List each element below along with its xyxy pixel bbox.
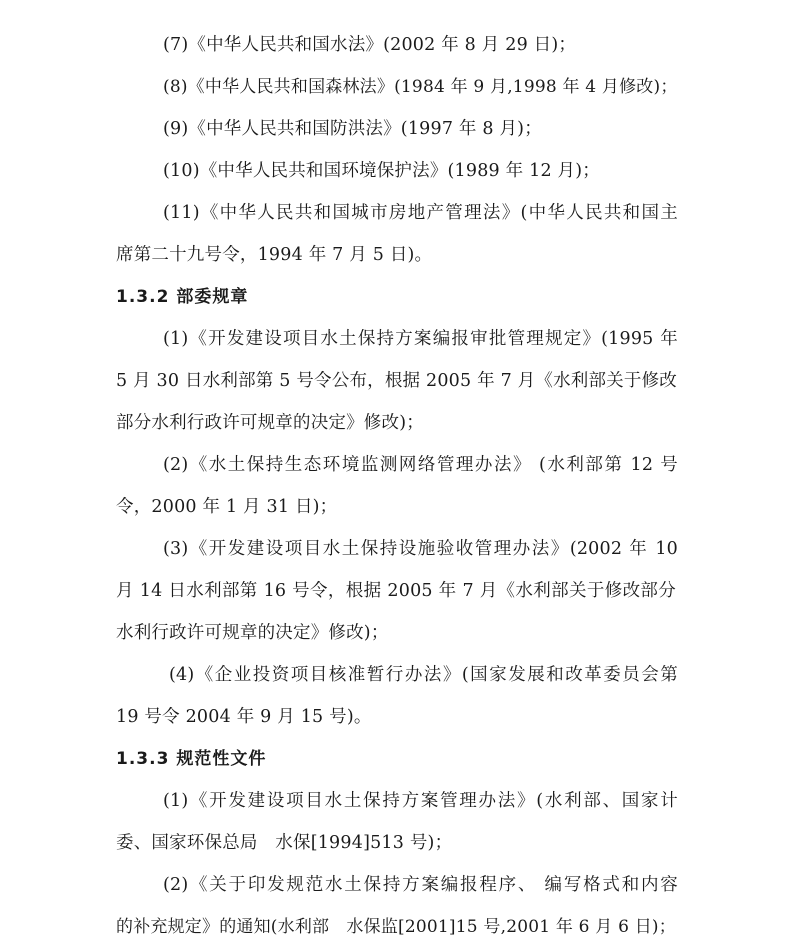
regulation-item-3-line3: 水利行政许可规章的决定》修改)； bbox=[116, 623, 389, 643]
regulation-item-4-line2: 19 号令 2004 年 9 月 15 号)。 bbox=[116, 707, 372, 727]
regulation-item-1-line1: (1)《开发建设项目水土保持方案编报审批管理规定》(1995 年 bbox=[163, 329, 678, 349]
law-item-11-line1: (11)《中华人民共和国城市房地产管理法》(中华人民共和国主 bbox=[163, 203, 678, 223]
law-item-9: (9)《中华人民共和国防洪法》(1997 年 8 月)； bbox=[163, 119, 542, 139]
normative-item-2-line2: 的补充规定》的通知(水利部 水保监[2001]15 号,2001 年 6 月 6 日)； bbox=[116, 917, 676, 937]
normative-item-1-line2: 委、国家环保总局 水保[1994]513 号)； bbox=[116, 833, 453, 853]
regulation-item-3-line1: (3)《开发建设项目水土保持设施验收管理办法》(2002 年 10 bbox=[163, 539, 678, 559]
normative-item-1-line1: (1)《开发建设项目水土保持方案管理办法》(水利部、国家计 bbox=[163, 791, 678, 811]
law-item-7: (7)《中华人民共和国水法》(2002 年 8 月 29 日)； bbox=[163, 35, 577, 55]
law-item-8: (8)《中华人民共和国森林法》(1984 年 9 月,1998 年 4 月修改)； bbox=[163, 77, 678, 97]
normative-item-2-line1: (2)《关于印发规范水土保持方案编报程序、 编写格式和内容 bbox=[163, 875, 678, 895]
section-heading-1-3-2: 1.3.2 部委规章 bbox=[116, 287, 249, 307]
regulation-item-1-line3: 部分水利行政许可规章的决定》修改)； bbox=[116, 413, 424, 433]
regulation-item-2-line2: 令，2000 年 1 月 31 日)； bbox=[116, 497, 338, 517]
law-item-10: (10)《中华人民共和国环境保护法》(1989 年 12 月)； bbox=[163, 161, 600, 181]
section-heading-1-3-3: 1.3.3 规范性文件 bbox=[116, 749, 267, 769]
law-item-11-line2: 席第二十九号令，1994 年 7 月 5 日)。 bbox=[116, 245, 433, 265]
regulation-item-4-line1: (4)《企业投资项目核准暂行办法》(国家发展和改革委员会第 bbox=[169, 665, 678, 685]
regulation-item-3-line2: 月 14 日水利部第 16 号令，根据 2005 年 7 月《水利部关于修改部分 bbox=[116, 581, 676, 601]
regulation-item-1-line2: 5 月 30 日水利部第 5 号令公布，根据 2005 年 7 月《水利部关于修改 bbox=[116, 371, 677, 391]
regulation-item-2-line1: (2)《水土保持生态环境监测网络管理办法》 (水利部第 12 号 bbox=[163, 455, 678, 475]
